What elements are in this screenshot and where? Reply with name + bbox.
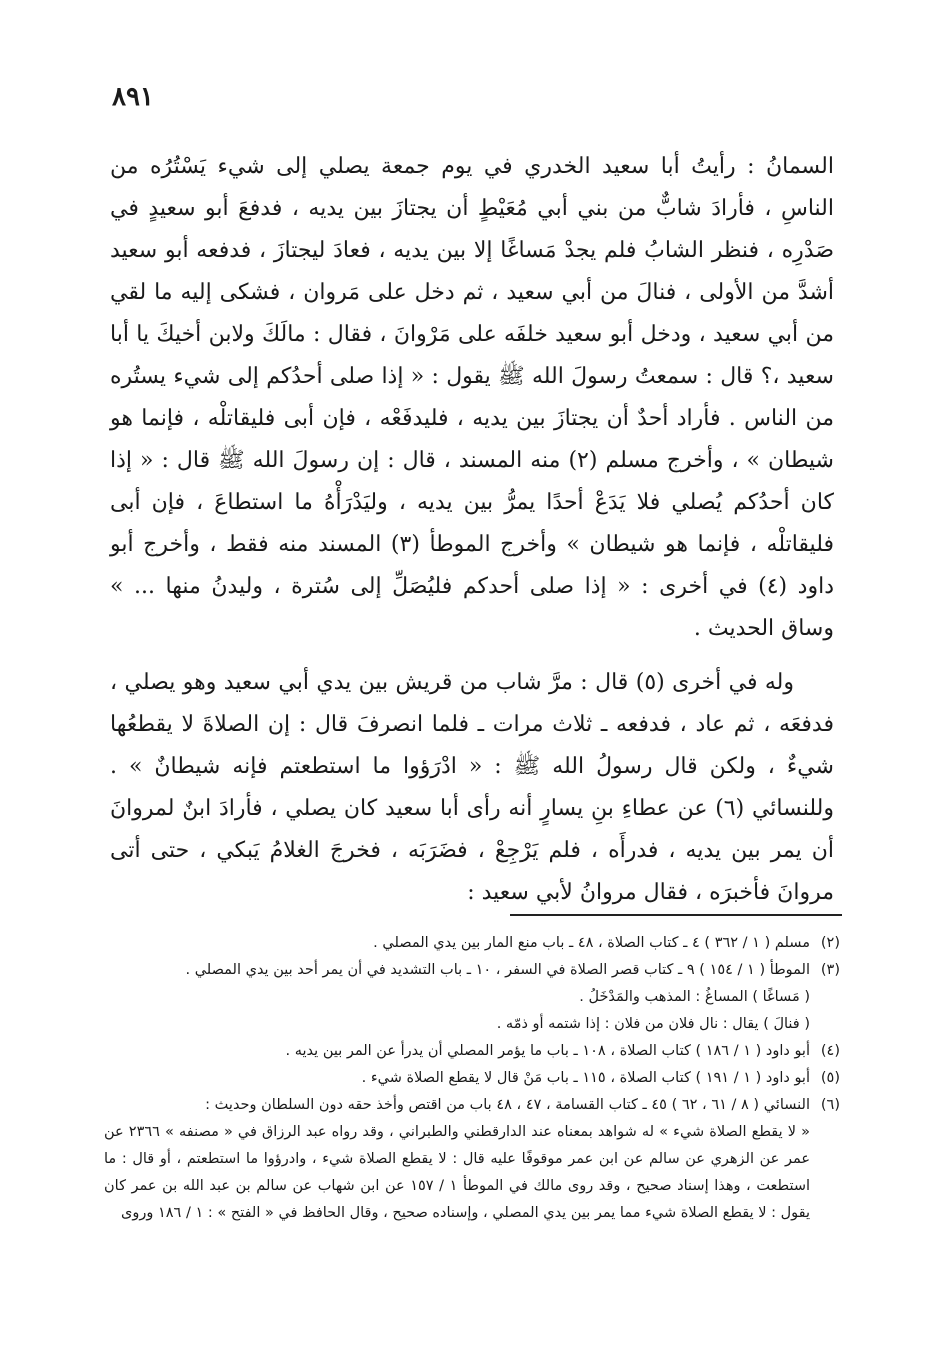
footnote-text: الموطأ ( ١ / ١٥٤ ) ٩ ـ كتاب قصر الصلاة في السفر ، ١٠ ـ باب التشديد في أن يمر أحد بين يدي المصلي . [185,962,810,978]
footnote-text: أبو داود ( ١ / ١٨٦ ) كتاب الصلاة ، ١٠٨ ـ باب ما يؤمر المصلي أن يدرأ عن المر بين يديه . [285,1043,810,1059]
footnote-number: (٣) [820,962,840,978]
footnote-6-continuation: « لا يقطع الصلاة شيء » له شواهد بمعناه عند الدارقطني والطبراني ، وقد رواه عبد الرزاق في « مصنفه » ٢٣٦٦ عن عمر عن الزهري عن سالم عن ابن عمر موقوفًا عليه قال : لا يقطع الصلاة شيء ، وادرؤوا ما استطعتم ، أو قال : ما استطعت ، وهذا إسناد صحيح ، وقد روى مالك في الموطأ ١ / ١٥٧ عن ابن شهاب عن سالم بن عبد الله بن عمر كان يقول : لا يقطع الصلاة شيء مما يمر بين يدي المصلي ، وإسناده صحيح ، وقال الحافظ في « الفتح » : ١ / ١٨٦ وروى [104,1124,810,1221]
footnote-number: (٤) [820,1043,840,1059]
footnote-item [104,957,840,984]
footnote-item [104,930,840,957]
footnote-text: النسائي ( ٨ / ٦١ ، ٦٢ ) ٤٥ ـ كتاب القسامة ، ٤٧ ، ٤٨ باب من اقتص وأخذ حقه دون السلطان وحديث : [205,1097,810,1113]
footnote-item [104,1065,840,1092]
footnote-item [104,1011,840,1038]
paragraph-2: وله في أخرى (٥) قال : مرَّ شاب من قريش بين يدي أبي سعيد وهو يصلي ، فدفعَه ، ثم عاد ، فدفعه ـ ثلاث مرات ـ فلما انصرفَ قال : إن الصلاةَ لا يقطعُها شيءٌ ، ولكن قال رسولُ الله ﷺ : « ادْرَؤوا ما استطعتم فإنه شيطانٌ » . وللنسائي (٦) عن عطاءِ بنِ يسارٍ أنه رأى أبا سعيد كان يصلي ، فأرادَ ابنٌ لمروانَ أن يمر بين يديه ، فدرأَه ، فلم يَرْجِعْ ، فضَرَبَه ، فخرجَ الغلامُ يَبكي ، حتى أتى مروانَ فأخبرَه ، فقال مروانُ لأبي سعيد : [110,670,834,905]
page-number: ٨٩١ [112,82,154,112]
main-text [110,146,834,914]
footnote-item [104,984,840,1011]
footnote-number: (٦) [820,1097,840,1113]
footnote-item [104,1092,840,1119]
footnote-divider [510,914,842,916]
footnote-text: أبو داود ( ١ / ١٩١ ) كتاب الصلاة ، ١١٥ ـ باب مَنْ قال لا يقطع الصلاة شيء . [361,1070,810,1086]
footnote-gloss: ( فنالَ ) يقال : نال فلان من فلان : إذا شتمه أو ذمّه . [496,1016,810,1032]
footnote-text: مسلم ( ١ / ٣٦٢ ) ٤ ـ كتاب الصلاة ، ٤٨ ـ باب منع المار بين يدي المصلي . [373,935,810,951]
paragraph-1: السمانُ : رأيتُ أبا سعيد الخدري في يوم جمعة يصلي إلى شيء يَسْتُرُه من الناسِ ، فأرادَ شابٌّ من بني أبي مُعَيْطٍ أن يجتازَ بين يديه ، فدفعَ أبو سعيدٍ في صَدْرِه ، فنظر الشابُ فلم يجدْ مَساغًا إلا بين يديه ، فعادَ ليجتازَ ، فدفعه أبو سعيد أشدَّ من الأولى ، فنالَ من أبي سعيد ، ثم دخل على مَروان ، فشكى إليه ما لقي من أبي سعيد ، ودخل أبو سعيد خلفَه على مَرْوانَ ، فقال : مالَكَ ولابن أخيكَ يا أبا سعيد ،؟ قال : سمعتُ رسولَ الله ﷺ يقول : « إذا صلى أحدُكم إلى شيء يستُره من الناس . فأراد أحدٌ أن يجتازَ بين يديه ، فليدفَعْه ، فإن أبى فليقاتلْه ، فإنما هو شيطان » ، وأخرج مسلم (٢) منه المسند ، قال : إن رسولَ الله ﷺ قال : « إذا كان أحدُكم يُصلي فلا يَدَعْ أحدًا يمرُّ بين يديه ، وليَدْرَأْهُ ما استطاعَ ، فإن أبى فليقاتلْه ، فإنما هو شيطان » وأخرج الموطأ (٣) المسند منه فقط ، وأخرج أبو داود (٤) في أخرى : « إذا صلى أحدكم فليُصَلِّ إلى سُترة ، وليدنُ منها ... » وساق الحديث . [110,154,834,641]
footnote-number: (٥) [820,1070,840,1086]
footnote-gloss: ( مَساغًا ) المساغُ : المذهب والمَدْخَلُ . [579,989,810,1005]
footnote-number: (٢) [820,935,840,951]
footnote-item [104,1038,840,1065]
footnotes [104,930,840,1227]
